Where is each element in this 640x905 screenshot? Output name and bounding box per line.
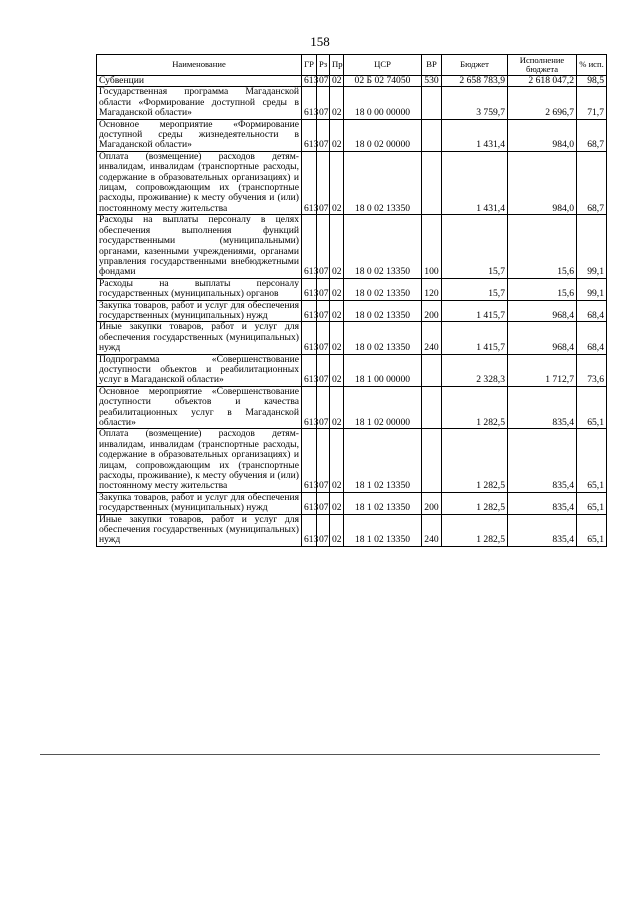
cell-percent: 99,1	[577, 278, 607, 300]
cell-pr: 02	[330, 354, 344, 386]
header-execution: Исполнение бюджета	[508, 55, 577, 76]
table-row	[97, 386, 607, 429]
cell-budget: 15,7	[442, 215, 508, 278]
cell-vr	[422, 119, 442, 151]
cell-execution: 968,4	[508, 300, 577, 322]
table-row	[97, 87, 607, 119]
cell-execution: 968,4	[508, 322, 577, 354]
cell-csr: 18 1 00 00000	[344, 354, 422, 386]
cell-budget: 2 328,3	[442, 354, 508, 386]
header-percent: % исп.	[577, 55, 607, 76]
cell-pr: 02	[330, 322, 344, 354]
cell-name: Основное мероприятие «Совершенствование доступности объектов и качества реабилитационных услуг в Магаданской области»	[97, 386, 302, 429]
table-row	[97, 76, 607, 87]
cell-rz: 07	[317, 278, 330, 300]
table-row	[97, 492, 607, 514]
header-gr: ГР	[302, 55, 317, 76]
cell-percent: 99,1	[577, 215, 607, 278]
cell-execution: 1 712,7	[508, 354, 577, 386]
cell-csr: 18 1 02 13350	[344, 429, 422, 492]
budget-table	[96, 54, 607, 547]
cell-percent: 65,1	[577, 492, 607, 514]
cell-vr	[422, 151, 442, 214]
cell-csr: 18 1 02 00000	[344, 386, 422, 429]
cell-percent: 68,7	[577, 119, 607, 151]
cell-csr: 18 0 02 13350	[344, 278, 422, 300]
cell-execution: 15,6	[508, 278, 577, 300]
cell-vr: 120	[422, 278, 442, 300]
cell-budget: 1 415,7	[442, 300, 508, 322]
cell-execution: 984,0	[508, 151, 577, 214]
cell-pr: 02	[330, 76, 344, 87]
cell-rz: 07	[317, 354, 330, 386]
cell-vr	[422, 429, 442, 492]
cell-execution: 835,4	[508, 429, 577, 492]
cell-name: Государственная программа Магаданской области «Формирование доступной среды в Магаданской области»	[97, 87, 302, 119]
cell-name: Закупка товаров, работ и услуг для обеспечения государственных (муниципальных) нужд	[97, 300, 302, 322]
cell-vr	[422, 87, 442, 119]
cell-pr: 02	[330, 278, 344, 300]
cell-execution: 15,6	[508, 215, 577, 278]
cell-gr: 613	[302, 119, 317, 151]
cell-rz: 07	[317, 322, 330, 354]
table-row	[97, 119, 607, 151]
table-row	[97, 429, 607, 492]
cell-gr: 613	[302, 87, 317, 119]
cell-rz: 07	[317, 151, 330, 214]
cell-gr: 613	[302, 300, 317, 322]
cell-pr: 02	[330, 300, 344, 322]
cell-gr: 613	[302, 514, 317, 546]
cell-rz: 07	[317, 87, 330, 119]
cell-percent: 68,4	[577, 300, 607, 322]
cell-execution: 835,4	[508, 386, 577, 429]
cell-pr: 02	[330, 215, 344, 278]
cell-rz: 07	[317, 215, 330, 278]
cell-budget: 2 658 783,9	[442, 76, 508, 87]
cell-vr: 530	[422, 76, 442, 87]
cell-budget: 1 282,5	[442, 429, 508, 492]
table-body	[97, 76, 607, 547]
cell-vr: 100	[422, 215, 442, 278]
cell-gr: 613	[302, 386, 317, 429]
cell-name: Подпрограмма «Совершенствование доступности объектов и реабилитационных услуг в Магаданской области»	[97, 354, 302, 386]
header-name: Наименование	[97, 55, 302, 76]
cell-budget: 15,7	[442, 278, 508, 300]
cell-budget: 1 431,4	[442, 151, 508, 214]
cell-execution: 2 618 047,2	[508, 76, 577, 87]
table-row	[97, 215, 607, 278]
cell-csr: 18 0 02 13350	[344, 322, 422, 354]
cell-csr: 18 0 02 00000	[344, 119, 422, 151]
cell-name: Оплата (возмещение) расходов детям-инвалидам, инвалидам (транспортные расходы, содержание в образовательных организациях) и лицам, сопровождающим их (транспортные расходы, проживание) к месту обучения и (или) постоянному месту жительства	[97, 151, 302, 214]
cell-percent: 68,4	[577, 322, 607, 354]
cell-budget: 3 759,7	[442, 87, 508, 119]
cell-vr: 240	[422, 322, 442, 354]
table-header-row	[97, 55, 607, 76]
cell-gr: 613	[302, 278, 317, 300]
cell-csr: 18 1 02 13350	[344, 492, 422, 514]
cell-vr: 240	[422, 514, 442, 546]
header-budget: Бюджет	[442, 55, 508, 76]
cell-name: Расходы на выплаты персоналу государственных (муниципальных) органов	[97, 278, 302, 300]
cell-gr: 613	[302, 76, 317, 87]
cell-percent: 98,5	[577, 76, 607, 87]
header-vr: ВР	[422, 55, 442, 76]
cell-percent: 71,7	[577, 87, 607, 119]
cell-name: Иные закупки товаров, работ и услуг для обеспечения государственных (муниципальных) нужд	[97, 322, 302, 354]
cell-percent: 73,6	[577, 354, 607, 386]
cell-execution: 835,4	[508, 514, 577, 546]
cell-gr: 613	[302, 354, 317, 386]
cell-percent: 68,7	[577, 151, 607, 214]
cell-gr: 613	[302, 429, 317, 492]
cell-pr: 02	[330, 429, 344, 492]
cell-rz: 07	[317, 429, 330, 492]
cell-execution: 2 696,7	[508, 87, 577, 119]
cell-vr	[422, 354, 442, 386]
cell-budget: 1 431,4	[442, 119, 508, 151]
cell-name: Основное мероприятие «Формирование доступной среды жизнедеятельности в Магаданской области»	[97, 119, 302, 151]
cell-pr: 02	[330, 386, 344, 429]
cell-rz: 07	[317, 492, 330, 514]
table-row	[97, 514, 607, 546]
cell-csr: 18 0 02 13350	[344, 300, 422, 322]
header-pr: Пр	[330, 55, 344, 76]
cell-csr: 18 0 02 13350	[344, 215, 422, 278]
cell-name: Закупка товаров, работ и услуг для обеспечения государственных (муниципальных) нужд	[97, 492, 302, 514]
cell-vr: 200	[422, 492, 442, 514]
cell-pr: 02	[330, 151, 344, 214]
cell-budget: 1 415,7	[442, 322, 508, 354]
cell-csr: 18 1 02 13350	[344, 514, 422, 546]
cell-pr: 02	[330, 119, 344, 151]
header-csr: ЦСР	[344, 55, 422, 76]
table-row	[97, 278, 607, 300]
cell-budget: 1 282,5	[442, 492, 508, 514]
cell-pr: 02	[330, 87, 344, 119]
page-number: 158	[310, 34, 330, 49]
header-rz: Рз	[317, 55, 330, 76]
page-divider	[40, 754, 600, 755]
cell-name: Расходы на выплаты персоналу в целях обеспечения выполнения функций государственными (муниципальными) органами, казенными учреждениями, органами управления государственными внебюджетными фондами	[97, 215, 302, 278]
cell-budget: 1 282,5	[442, 386, 508, 429]
cell-rz: 07	[317, 514, 330, 546]
cell-rz: 07	[317, 119, 330, 151]
cell-vr	[422, 386, 442, 429]
cell-pr: 02	[330, 514, 344, 546]
cell-gr: 613	[302, 151, 317, 214]
cell-gr: 613	[302, 492, 317, 514]
cell-rz: 07	[317, 300, 330, 322]
cell-budget: 1 282,5	[442, 514, 508, 546]
cell-pr: 02	[330, 492, 344, 514]
cell-vr: 200	[422, 300, 442, 322]
table-row	[97, 151, 607, 214]
cell-gr: 613	[302, 322, 317, 354]
cell-rz: 07	[317, 386, 330, 429]
cell-name: Иные закупки товаров, работ и услуг для обеспечения государственных (муниципальных) нужд	[97, 514, 302, 546]
cell-rz: 07	[317, 76, 330, 87]
table-row	[97, 300, 607, 322]
cell-csr: 18 0 00 00000	[344, 87, 422, 119]
cell-percent: 65,1	[577, 386, 607, 429]
cell-execution: 984,0	[508, 119, 577, 151]
table-row	[97, 322, 607, 354]
cell-gr: 613	[302, 215, 317, 278]
cell-percent: 65,1	[577, 514, 607, 546]
cell-execution: 835,4	[508, 492, 577, 514]
cell-name: Субвенции	[97, 76, 302, 87]
cell-csr: 18 0 02 13350	[344, 151, 422, 214]
cell-csr: 02 Б 02 74050	[344, 76, 422, 87]
cell-percent: 65,1	[577, 429, 607, 492]
table-row	[97, 354, 607, 386]
cell-name: Оплата (возмещение) расходов детям-инвалидам, инвалидам (транспортные расходы, содержание в образовательных организациях) и лицам, сопровождающим их (транспортные расходы, проживание), к месту обучения и (или) постоянному месту жительства	[97, 429, 302, 492]
